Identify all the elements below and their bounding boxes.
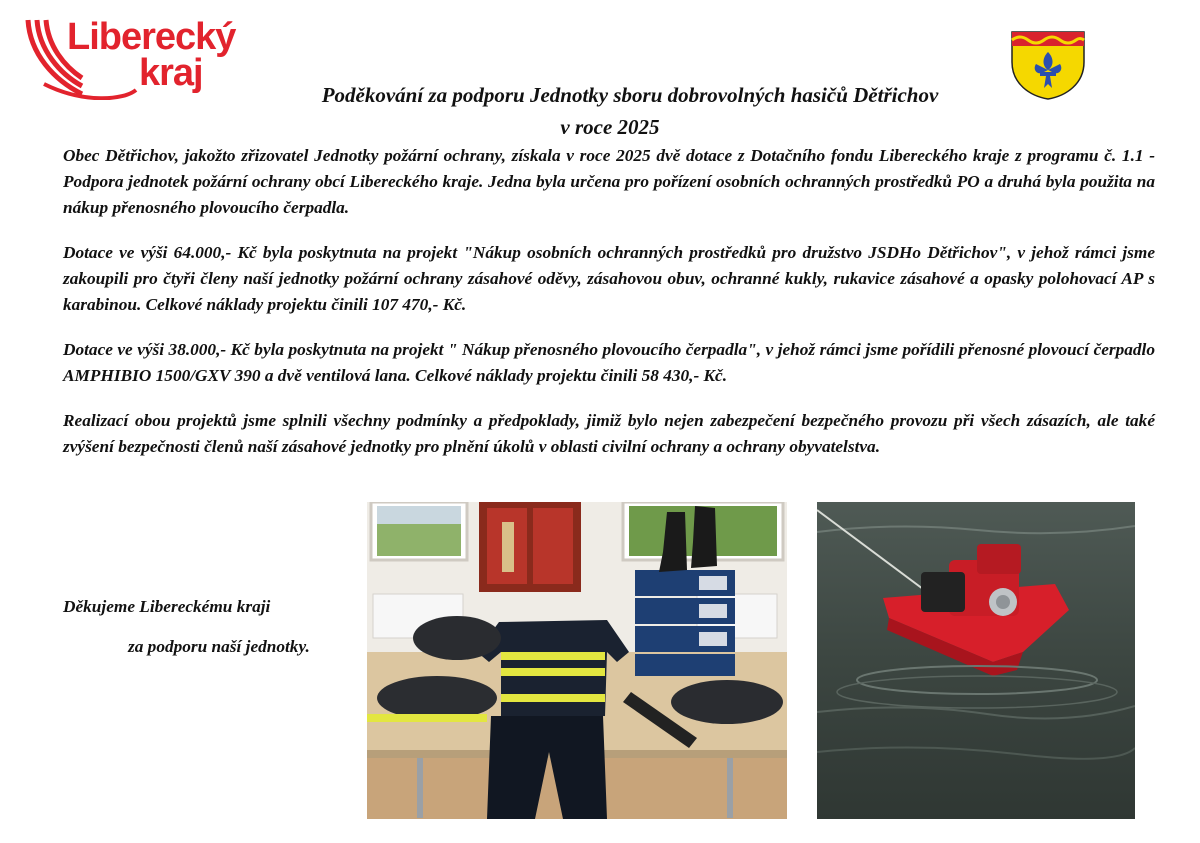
paragraph-grant-equipment: Dotace ve výši 64.000,- Kč byla poskytnuta na projekt "Nákup osobních ochranných prostředků pro družstvo JSDHo Dětřichov", v jehož rámci jsme zakoupili pro čtyři členy naší jednotky požární ochrany zásahové oděvy, zásahovou obuv, ochranné kukly, rukavice zásahové a opasky polohovací AP s karabinou. Celkové náklady projektu činili 107 470,- Kč.	[63, 243, 1155, 314]
page-title: Poděkování za podporu Jednotky sboru dobrovolných hasičů Dětřichov	[321, 83, 939, 107]
firefighter-gear-photo	[367, 502, 787, 819]
logo-text-line1: Liberecký	[67, 16, 236, 58]
thanks-line2: za podporu naší jednotky.	[128, 637, 310, 656]
paragraph-intro: Obec Dětřichov, jakožto zřizovatel Jednotky požární ochrany, získala v roce 2025 dvě dotace z Dotačního fondu Libereckého kraje z programu č. 1.1 - Podpora jednotek požární ochrany obcí Libereckého kraje. Jedna byla určena pro pořízení osobních ochranných prostředků PO a druhá byla použita na nákup přenosného plovoucího čerpadla.	[63, 146, 1155, 217]
thanks-line1: Děkujeme Libereckému kraji	[63, 597, 271, 616]
page-title-year: v roce 2025	[560, 115, 660, 139]
logo-text-line2: kraj	[139, 52, 203, 94]
floating-pump-photo	[817, 502, 1135, 819]
paragraph-grant-pump: Dotace ve výši 38.000,- Kč byla poskytnuta na projekt " Nákup přenosného plovoucího čerpadla", v jehož rámci jsme pořídili přenosné plovoucí čerpadlo AMPHIBIO 1500/GXV 390 a dvě ventilová lana. Celkové náklady projektu činili 58 430,- Kč.	[63, 340, 1155, 385]
paragraph-conclusion: Realizací obou projektů jsme splnili všechny podmínky a předpoklady, jimiž bylo nejen zabezpečení bezpečného provozu při všech zásazích, ale také zvýšení bezpečnosti členů naší zásahové jednotky pro plnění úkolů v oblasti civilní ochrany a ochrany obyvatelstva.	[63, 411, 1155, 456]
